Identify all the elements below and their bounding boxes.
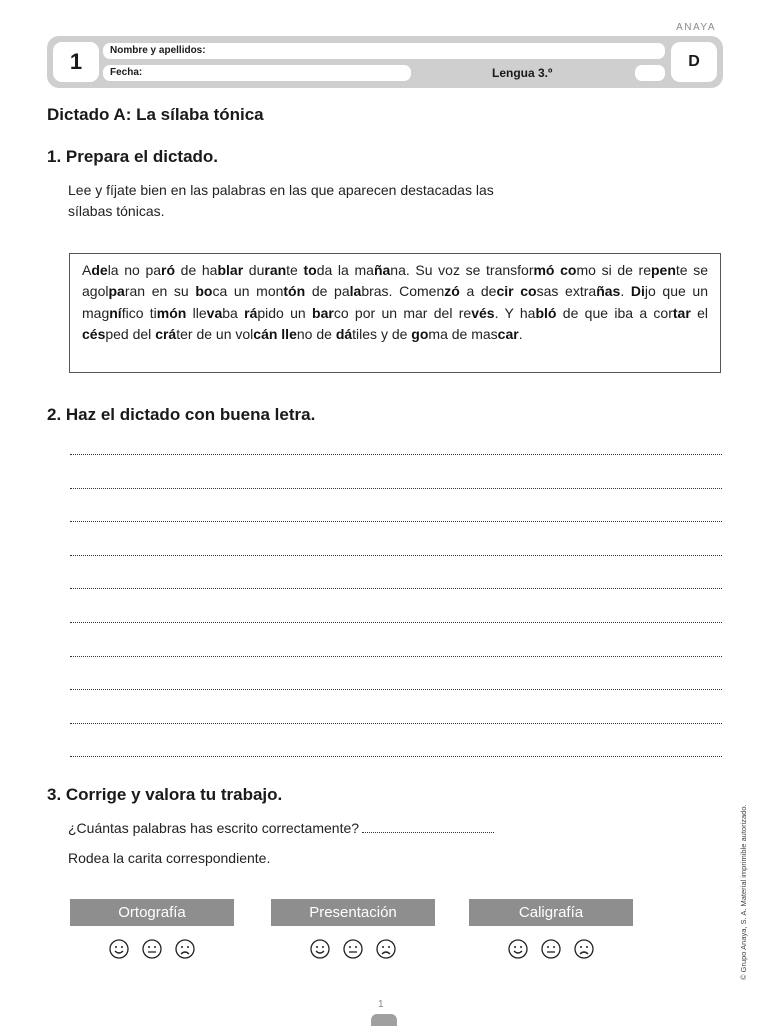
text-segment: mo si de re xyxy=(576,262,651,278)
grade-field[interactable] xyxy=(635,65,665,81)
tonic-syllable: pa xyxy=(108,283,125,300)
section-1-instructions xyxy=(68,180,494,222)
tonic-syllable: ró xyxy=(161,262,176,278)
page-title: Dictado A: La sílaba tónica xyxy=(47,105,264,124)
text-segment: A xyxy=(82,262,92,278)
writing-line[interactable] xyxy=(70,756,722,757)
tonic-syllable: tón xyxy=(283,283,306,300)
text-segment: te xyxy=(286,262,304,278)
tonic-syllable: la xyxy=(349,283,362,300)
text-segment: fico ti xyxy=(121,304,157,321)
faces-presentacion xyxy=(271,938,435,960)
text-segment: na. Su voz se transfor xyxy=(390,262,534,278)
tonic-syllable: ñas xyxy=(596,283,621,300)
text-segment: ped del xyxy=(105,325,156,342)
tonic-syllable: dá xyxy=(335,325,353,342)
faces-caligrafia xyxy=(469,938,633,960)
text-segment: ran en su xyxy=(124,283,196,300)
rating-label-ortografia: Ortografía xyxy=(70,899,234,926)
tonic-syllable: ña xyxy=(373,262,391,278)
tonic-syllable: to xyxy=(303,262,317,278)
tonic-syllable: go xyxy=(411,325,429,342)
publisher-logo: ANAYA xyxy=(676,22,716,33)
tonic-syllable: cés xyxy=(82,325,106,342)
text-segment: jo que un mag xyxy=(82,283,708,321)
tonic-syllable: crá xyxy=(155,325,177,342)
text-segment: tiles y de xyxy=(352,325,412,342)
text-segment: de pa xyxy=(305,283,350,300)
tonic-syllable: zó xyxy=(444,283,460,300)
section-3-heading: 3. Corrige y valora tu trabajo. xyxy=(47,785,283,804)
tonic-syllable: tar xyxy=(672,304,691,321)
text-segment: pido un xyxy=(257,304,313,321)
writing-line[interactable] xyxy=(70,723,722,724)
text-segment: . xyxy=(518,325,523,342)
count-question-text: ¿Cuántas palabras has escrito correctamente? xyxy=(68,820,360,836)
tonic-syllable: ran xyxy=(264,262,287,278)
writing-line[interactable] xyxy=(70,656,722,657)
text-segment: ca un mon xyxy=(212,283,284,300)
tonic-syllable: va xyxy=(206,304,223,321)
count-question xyxy=(68,818,494,839)
section-2-heading: 2. Haz el dictado con buena letra. xyxy=(47,405,316,424)
text-segment: du xyxy=(243,262,265,278)
smiling-face-icon[interactable] xyxy=(108,938,130,960)
subject-label: Lengua 3.º xyxy=(492,66,553,80)
instructions-line-1: Lee y fíjate bien en las palabras en las que aparecen destacadas las xyxy=(68,182,494,198)
text-segment: te se agol xyxy=(82,262,708,300)
section-1-heading: 1. Prepara el dictado. xyxy=(47,147,219,166)
tonic-syllable: ní xyxy=(109,304,122,321)
tonic-syllable: cir xyxy=(496,283,514,300)
text-segment: no de xyxy=(296,325,336,342)
tonic-syllable: co xyxy=(520,283,537,300)
neutral-face-icon[interactable] xyxy=(540,938,562,960)
text-segment: a de xyxy=(459,283,497,300)
text-segment: de que iba a cor xyxy=(556,304,673,321)
text-segment: bras. Comen xyxy=(361,283,445,300)
copyright-notice: © Grupo Anaya, S. A. Material imprimible autorizado. xyxy=(739,804,748,980)
tonic-syllable: blar xyxy=(217,262,244,278)
tonic-syllable: car xyxy=(497,325,519,342)
writing-line[interactable] xyxy=(70,555,722,556)
writing-line[interactable] xyxy=(70,488,722,489)
page-number: 1 xyxy=(378,999,384,1010)
worksheet-header xyxy=(47,36,723,88)
writing-line[interactable] xyxy=(70,521,722,522)
name-field[interactable]: Nombre y apellidos: xyxy=(103,43,665,59)
tonic-syllable: pen xyxy=(651,262,676,278)
tonic-syllable: cán xyxy=(253,325,278,342)
rating-label-caligrafia: Caligrafía xyxy=(469,899,633,926)
tonic-syllable: mó xyxy=(533,262,555,278)
smiling-face-icon[interactable] xyxy=(507,938,529,960)
tonic-syllable: bló xyxy=(535,304,557,321)
text-segment: co por un mar del re xyxy=(333,304,472,321)
level-badge: D xyxy=(671,42,717,82)
neutral-face-icon[interactable] xyxy=(342,938,364,960)
text-segment: ma de mas xyxy=(428,325,498,342)
text-segment: lle xyxy=(186,304,207,321)
page-tab xyxy=(371,1014,397,1026)
writing-line[interactable] xyxy=(70,689,722,690)
rating-label-presentacion: Presentación xyxy=(271,899,435,926)
date-field[interactable]: Fecha: xyxy=(103,65,411,81)
tonic-syllable: co xyxy=(560,262,577,278)
faces-ortografia xyxy=(70,938,234,960)
neutral-face-icon[interactable] xyxy=(141,938,163,960)
tonic-syllable: vés xyxy=(471,304,495,321)
text-segment: da la ma xyxy=(316,262,374,278)
text-segment: . xyxy=(620,283,631,300)
unit-number: 1 xyxy=(53,42,99,82)
tonic-syllable: lle xyxy=(281,325,297,342)
text-segment: . Y ha xyxy=(494,304,536,321)
tonic-syllable: món xyxy=(156,304,187,321)
count-answer-line[interactable] xyxy=(362,822,494,833)
circle-instruction: Rodea la carita correspondiente. xyxy=(68,850,271,866)
text-segment: de ha xyxy=(175,262,218,278)
sad-face-icon[interactable] xyxy=(174,938,196,960)
tonic-syllable: Di xyxy=(630,283,645,300)
text-segment: sas extra xyxy=(536,283,597,300)
writing-line[interactable] xyxy=(70,454,722,455)
tonic-syllable: bar xyxy=(312,304,334,321)
tonic-syllable: de xyxy=(91,262,108,278)
sad-face-icon[interactable] xyxy=(573,938,595,960)
text-segment: el xyxy=(690,304,708,321)
sad-face-icon[interactable] xyxy=(375,938,397,960)
tonic-syllable: rá xyxy=(244,304,258,321)
smiling-face-icon[interactable] xyxy=(309,938,331,960)
dictation-text-box xyxy=(69,253,721,373)
writing-line[interactable] xyxy=(70,622,722,623)
text-segment: ter de un vol xyxy=(176,325,254,342)
writing-line[interactable] xyxy=(70,588,722,589)
text-segment: la no pa xyxy=(107,262,162,278)
tonic-syllable: bo xyxy=(195,283,213,300)
instructions-line-2: sílabas tónicas. xyxy=(68,203,165,219)
text-segment: ba xyxy=(222,304,245,321)
